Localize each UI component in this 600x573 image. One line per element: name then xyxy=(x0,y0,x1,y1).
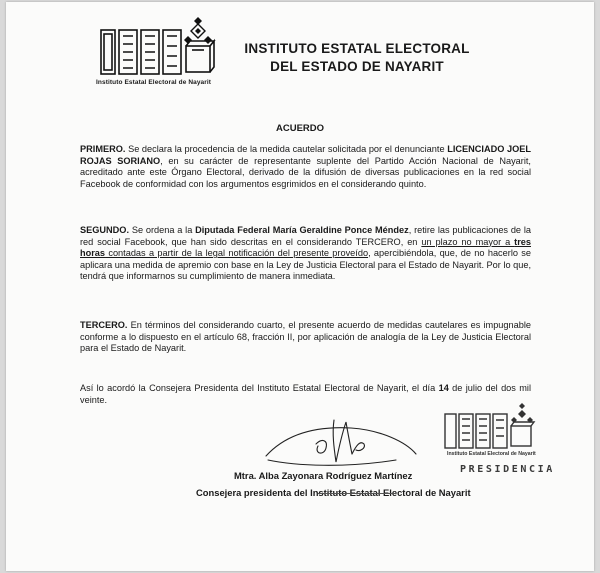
institution-title xyxy=(228,40,486,76)
segundo-text-3: , apercibiéndola, que, de no hacerlo se aplicara una medida de apremio con base en la Ley de Justicia Electoral para el Estado de Nayarit. Por lo que, tendrá que informarnos su cumplimiento de manera inmediata. xyxy=(80,248,531,282)
primero-paragraph xyxy=(80,144,531,190)
deadline-text-2: contadas a partir de la legal notificación del presente proveído xyxy=(105,248,369,259)
stamp-presidencia: PRESIDENCIA xyxy=(460,464,555,475)
ieen-logo-icon xyxy=(98,16,218,80)
tercero-label: TERCERO. xyxy=(80,320,128,330)
document-page xyxy=(6,2,594,571)
signer-role: Consejera presidenta del Instituto Estatal Electoral de Nayarit xyxy=(196,487,471,498)
segundo-text-1: Se ordena a la xyxy=(129,225,196,235)
handwritten-signature xyxy=(256,404,426,478)
deputy-name: Diputada Federal María Geraldine Ponce Méndez xyxy=(195,225,409,235)
institution-title-line2: DEL ESTADO DE NAYARIT xyxy=(270,59,444,74)
stamp-caption: Instituto Estatal Electoral de Nayarit xyxy=(447,451,536,457)
document-heading: ACUERDO xyxy=(275,123,325,134)
deadline-text-1: un plazo no mayor a xyxy=(421,236,515,247)
primero-text-2: , en su carácter de representante suplente del Partido Acción Nacional de Nayarit, acreditado ante este Órgano Electoral, derivado de la difusión de diversas publicaciones en la red social Facebook de conformidad con los argumentos esgrimidos en el considerando quinto. xyxy=(80,155,531,189)
tercero-paragraph xyxy=(80,320,531,355)
ieen-stamp-icon xyxy=(443,402,539,457)
segundo-label: SEGUNDO. xyxy=(80,225,130,235)
signature-line xyxy=(318,493,394,494)
closing-text-1: Así lo acordó la Consejera Presidenta del Instituto Estatal Electoral de Nayarit, el día xyxy=(80,383,439,393)
closing-day: 14 xyxy=(438,383,449,393)
primero-text-1: Se declara la procedencia de la medida cautelar solicitada por el denunciante xyxy=(125,144,448,154)
segundo-paragraph xyxy=(80,225,531,283)
logo-caption: Instituto Estatal Electoral de Nayarit xyxy=(96,79,212,86)
closing-text-2: de julio del dos mil veinte. xyxy=(80,383,531,405)
signer-name: Mtra. Alba Zayonara Rodríguez Martínez xyxy=(234,470,413,481)
primero-label: PRIMERO. xyxy=(80,144,126,154)
complainant-name: LICENCIADO JOEL ROJAS SORIANO xyxy=(80,144,531,166)
institution-title-line1: INSTITUTO ESTATAL ELECTORAL xyxy=(244,41,470,56)
tercero-text: En términos del considerando cuarto, el presente acuerdo de medidas cautelares es impugnable conforme a lo dispuesto en el artículo 68, fracción II, por aplicación de analogía de la Ley de Justicia Electoral para el Estado de Nayarit. xyxy=(80,320,531,354)
deadline-hours: tres horas xyxy=(80,236,531,259)
segundo-text-2: , retire las publicaciones de la red social Facebook, que han sido descritas en el considerando TERCERO, en xyxy=(80,225,531,247)
